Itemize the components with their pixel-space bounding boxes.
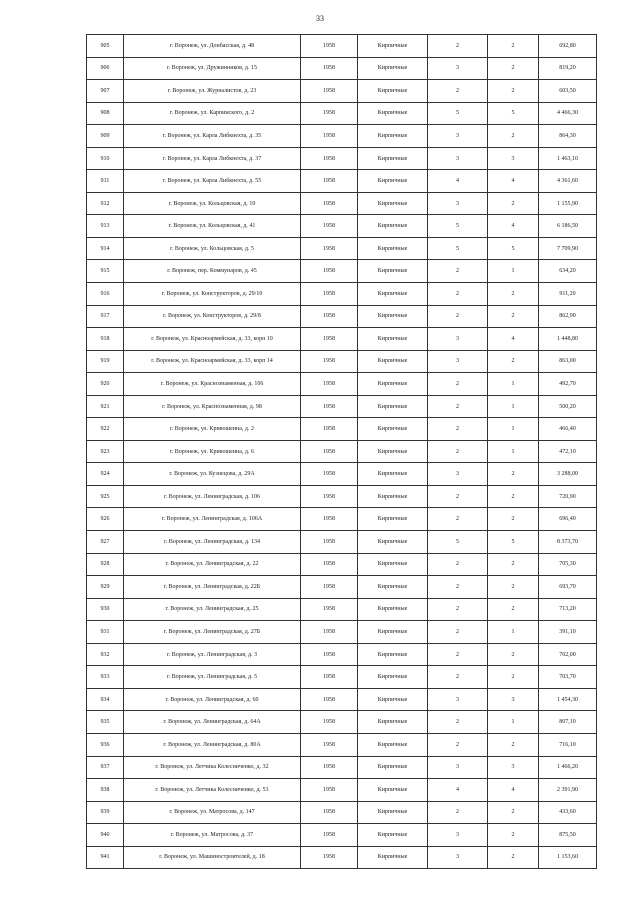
entrances-cell: 2 (488, 733, 539, 756)
entrances-cell: 2 (488, 80, 539, 103)
housing-registry-table (86, 34, 597, 869)
wall-material-cell: Кирпичные (358, 102, 428, 125)
year-cell: 1958 (301, 779, 358, 802)
wall-material-cell: Кирпичные (358, 598, 428, 621)
floors-cell: 5 (428, 237, 488, 260)
table-row (87, 147, 597, 170)
wall-material-cell: Кирпичные (358, 733, 428, 756)
floors-cell: 4 (428, 779, 488, 802)
row-number-cell: 927 (87, 531, 124, 554)
table-row (87, 688, 597, 711)
area-cell: 1 463,10 (539, 147, 597, 170)
table-row (87, 553, 597, 576)
year-cell: 1958 (301, 756, 358, 779)
entrances-cell: 2 (488, 125, 539, 148)
floors-cell: 2 (428, 440, 488, 463)
address-cell: г. Воронеж, ул. Карла Либкнехта, д. 37 (124, 147, 301, 170)
table-row (87, 418, 597, 441)
wall-material-cell: Кирпичные (358, 260, 428, 283)
wall-material-cell: Кирпичные (358, 621, 428, 644)
year-cell: 1958 (301, 350, 358, 373)
table-row (87, 666, 597, 689)
address-cell: г. Воронеж, ул. Ленинградская, д. 80А (124, 733, 301, 756)
table-row (87, 824, 597, 847)
year-cell: 1958 (301, 824, 358, 847)
wall-material-cell: Кирпичные (358, 576, 428, 599)
entrances-cell: 5 (488, 102, 539, 125)
floors-cell: 3 (428, 350, 488, 373)
wall-material-cell: Кирпичные (358, 215, 428, 238)
area-cell: 693,70 (539, 576, 597, 599)
area-cell: 864,30 (539, 125, 597, 148)
row-number-cell: 937 (87, 756, 124, 779)
entrances-cell: 2 (488, 598, 539, 621)
area-cell: 863,00 (539, 350, 597, 373)
year-cell: 1958 (301, 215, 358, 238)
row-number-cell: 908 (87, 102, 124, 125)
wall-material-cell: Кирпичные (358, 350, 428, 373)
area-cell: 875,50 (539, 824, 597, 847)
entrances-cell: 2 (488, 846, 539, 869)
floors-cell: 2 (428, 80, 488, 103)
entrances-cell: 3 (488, 688, 539, 711)
address-cell: г. Воронеж, пер. Коммунаров, д. 45 (124, 260, 301, 283)
area-cell: 1 448,80 (539, 328, 597, 351)
entrances-cell: 2 (488, 350, 539, 373)
row-number-cell: 933 (87, 666, 124, 689)
wall-material-cell: Кирпичные (358, 485, 428, 508)
year-cell: 1958 (301, 418, 358, 441)
entrances-cell: 2 (488, 283, 539, 306)
floors-cell: 2 (428, 553, 488, 576)
wall-material-cell: Кирпичные (358, 305, 428, 328)
address-cell: г. Воронеж, ул. Красноармейская, д. 33, корп 10 (124, 328, 301, 351)
year-cell: 1958 (301, 801, 358, 824)
row-number-cell: 930 (87, 598, 124, 621)
year-cell: 1958 (301, 57, 358, 80)
entrances-cell: 2 (488, 643, 539, 666)
address-cell: г. Воронеж, ул. Ленинградская, д. 5 (124, 666, 301, 689)
area-cell: 1 454,30 (539, 688, 597, 711)
year-cell: 1958 (301, 576, 358, 599)
floors-cell: 2 (428, 395, 488, 418)
page-number: 33 (316, 14, 324, 23)
floors-cell: 3 (428, 125, 488, 148)
entrances-cell: 3 (488, 756, 539, 779)
address-cell: г. Воронеж, ул. Кольцовская, д. 10 (124, 192, 301, 215)
area-cell: 705,30 (539, 553, 597, 576)
year-cell: 1958 (301, 373, 358, 396)
area-cell: 720,90 (539, 485, 597, 508)
table-row (87, 260, 597, 283)
address-cell: г. Воронеж, ул. Кривошеина, д. 2 (124, 418, 301, 441)
entrances-cell: 2 (488, 508, 539, 531)
year-cell: 1958 (301, 846, 358, 869)
year-cell: 1958 (301, 463, 358, 486)
floors-cell: 2 (428, 485, 488, 508)
row-number-cell: 918 (87, 328, 124, 351)
address-cell: г. Воронеж, ул. Донбасская, д. 48 (124, 35, 301, 58)
entrances-cell: 2 (488, 666, 539, 689)
wall-material-cell: Кирпичные (358, 237, 428, 260)
table-row (87, 102, 597, 125)
entrances-cell: 1 (488, 711, 539, 734)
row-number-cell: 905 (87, 35, 124, 58)
year-cell: 1958 (301, 147, 358, 170)
entrances-cell: 5 (488, 531, 539, 554)
year-cell: 1958 (301, 440, 358, 463)
entrances-cell: 1 (488, 373, 539, 396)
address-cell: г. Воронеж, ул. Ленинградская, д. 106А (124, 508, 301, 531)
row-number-cell: 909 (87, 125, 124, 148)
floors-cell: 2 (428, 598, 488, 621)
row-number-cell: 917 (87, 305, 124, 328)
area-cell: 702,00 (539, 643, 597, 666)
address-cell: г. Воронеж, ул. Конструкторов, д. 29/8 (124, 305, 301, 328)
row-number-cell: 922 (87, 418, 124, 441)
row-number-cell: 929 (87, 576, 124, 599)
floors-cell: 2 (428, 733, 488, 756)
table-body (87, 35, 597, 869)
area-cell: 1 466,20 (539, 756, 597, 779)
address-cell: г. Воронеж, ул. Летчика Колесниченко, д. 32 (124, 756, 301, 779)
floors-cell: 2 (428, 35, 488, 58)
address-cell: г. Воронеж, ул. Карпинского, д. 2 (124, 102, 301, 125)
address-cell: г. Воронеж, ул. Кузнецова, д. 29А (124, 463, 301, 486)
floors-cell: 2 (428, 508, 488, 531)
wall-material-cell: Кирпичные (358, 418, 428, 441)
address-cell: г. Воронеж, ул. Красноармейская, д. 33, корп 14 (124, 350, 301, 373)
address-cell: г. Воронеж, ул. Конструкторов, д. 29/10 (124, 283, 301, 306)
entrances-cell: 1 (488, 395, 539, 418)
year-cell: 1958 (301, 598, 358, 621)
entrances-cell: 1 (488, 621, 539, 644)
floors-cell: 3 (428, 463, 488, 486)
area-cell: 692,80 (539, 35, 597, 58)
year-cell: 1958 (301, 711, 358, 734)
wall-material-cell: Кирпичные (358, 553, 428, 576)
row-number-cell: 921 (87, 395, 124, 418)
year-cell: 1958 (301, 35, 358, 58)
floors-cell: 3 (428, 192, 488, 215)
address-cell: г. Воронеж, ул. Ленинградская, д. 22Б (124, 576, 301, 599)
entrances-cell: 2 (488, 305, 539, 328)
row-number-cell: 939 (87, 801, 124, 824)
year-cell: 1958 (301, 192, 358, 215)
address-cell: г. Воронеж, ул. Машиностроителей, д. 18 (124, 846, 301, 869)
row-number-cell: 940 (87, 824, 124, 847)
wall-material-cell: Кирпичные (358, 373, 428, 396)
row-number-cell: 935 (87, 711, 124, 734)
area-cell: 634,20 (539, 260, 597, 283)
row-number-cell: 915 (87, 260, 124, 283)
wall-material-cell: Кирпичные (358, 666, 428, 689)
wall-material-cell: Кирпичные (358, 643, 428, 666)
wall-material-cell: Кирпичные (358, 80, 428, 103)
year-cell: 1958 (301, 531, 358, 554)
row-number-cell: 928 (87, 553, 124, 576)
row-number-cell: 924 (87, 463, 124, 486)
area-cell: 713,20 (539, 598, 597, 621)
floors-cell: 5 (428, 102, 488, 125)
address-cell: г. Воронеж, ул. Ленинградская, д. 134 (124, 531, 301, 554)
entrances-cell: 2 (488, 801, 539, 824)
table-row (87, 283, 597, 306)
address-cell: г. Воронеж, ул. Ленинградская, д. 22 (124, 553, 301, 576)
floors-cell: 2 (428, 643, 488, 666)
floors-cell: 5 (428, 215, 488, 238)
year-cell: 1958 (301, 328, 358, 351)
floors-cell: 2 (428, 666, 488, 689)
year-cell: 1958 (301, 80, 358, 103)
area-cell: 6 186,50 (539, 215, 597, 238)
wall-material-cell: Кирпичные (358, 779, 428, 802)
floors-cell: 3 (428, 846, 488, 869)
year-cell: 1958 (301, 283, 358, 306)
entrances-cell: 4 (488, 328, 539, 351)
entrances-cell: 1 (488, 440, 539, 463)
row-number-cell: 931 (87, 621, 124, 644)
address-cell: г. Воронеж, ул. Ленинградская, д. 3 (124, 643, 301, 666)
area-cell: 703,70 (539, 666, 597, 689)
floors-cell: 3 (428, 147, 488, 170)
area-cell: 500,20 (539, 395, 597, 418)
entrances-cell: 4 (488, 215, 539, 238)
wall-material-cell: Кирпичные (358, 463, 428, 486)
area-cell: 807,10 (539, 711, 597, 734)
entrances-cell: 2 (488, 824, 539, 847)
floors-cell: 3 (428, 688, 488, 711)
area-cell: 391,10 (539, 621, 597, 644)
entrances-cell: 4 (488, 170, 539, 193)
wall-material-cell: Кирпичные (358, 824, 428, 847)
table-row (87, 215, 597, 238)
wall-material-cell: Кирпичные (358, 688, 428, 711)
row-number-cell: 926 (87, 508, 124, 531)
wall-material-cell: Кирпичные (358, 35, 428, 58)
row-number-cell: 925 (87, 485, 124, 508)
wall-material-cell: Кирпичные (358, 440, 428, 463)
floors-cell: 2 (428, 711, 488, 734)
address-cell: г. Воронеж, ул. Журналистов, д. 23 (124, 80, 301, 103)
floors-cell: 2 (428, 373, 488, 396)
wall-material-cell: Кирпичные (358, 170, 428, 193)
wall-material-cell: Кирпичные (358, 756, 428, 779)
entrances-cell: 3 (488, 147, 539, 170)
row-number-cell: 941 (87, 846, 124, 869)
floors-cell: 2 (428, 801, 488, 824)
table-row (87, 621, 597, 644)
table-row (87, 846, 597, 869)
floors-cell: 3 (428, 824, 488, 847)
table-row (87, 643, 597, 666)
wall-material-cell: Кирпичные (358, 283, 428, 306)
address-cell: г. Воронеж, ул. Ленинградская, д. 25 (124, 598, 301, 621)
wall-material-cell: Кирпичные (358, 192, 428, 215)
entrances-cell: 5 (488, 237, 539, 260)
floors-cell: 4 (428, 170, 488, 193)
table-row (87, 598, 597, 621)
wall-material-cell: Кирпичные (358, 711, 428, 734)
year-cell: 1958 (301, 237, 358, 260)
area-cell: 862,90 (539, 305, 597, 328)
table-row (87, 779, 597, 802)
wall-material-cell: Кирпичные (358, 125, 428, 148)
address-cell: г. Воронеж, ул. Карла Либкнехта, д. 35 (124, 125, 301, 148)
entrances-cell: 2 (488, 485, 539, 508)
area-cell: 3 288,00 (539, 463, 597, 486)
table-row (87, 57, 597, 80)
year-cell: 1958 (301, 125, 358, 148)
year-cell: 1958 (301, 305, 358, 328)
table-row (87, 756, 597, 779)
wall-material-cell: Кирпичные (358, 395, 428, 418)
table-row (87, 373, 597, 396)
address-cell: г. Воронеж, ул. Краснознаменная, д. 98 (124, 395, 301, 418)
entrances-cell: 2 (488, 192, 539, 215)
area-cell: 4 361,60 (539, 170, 597, 193)
area-cell: 433,60 (539, 801, 597, 824)
floors-cell: 2 (428, 418, 488, 441)
address-cell: г. Воронеж, ул. Матросова, д. 147 (124, 801, 301, 824)
year-cell: 1958 (301, 102, 358, 125)
row-number-cell: 932 (87, 643, 124, 666)
wall-material-cell: Кирпичные (358, 328, 428, 351)
row-number-cell: 906 (87, 57, 124, 80)
table-row (87, 170, 597, 193)
row-number-cell: 911 (87, 170, 124, 193)
entrances-cell: 2 (488, 57, 539, 80)
area-cell: 1 155,90 (539, 192, 597, 215)
address-cell: г. Воронеж, ул. Кривошеина, д. 6 (124, 440, 301, 463)
floors-cell: 2 (428, 283, 488, 306)
address-cell: г. Воронеж, ул. Карла Либкнехта, д. 55 (124, 170, 301, 193)
area-cell: 7 709,90 (539, 237, 597, 260)
table-row (87, 395, 597, 418)
wall-material-cell: Кирпичные (358, 57, 428, 80)
floors-cell: 3 (428, 57, 488, 80)
entrances-cell: 1 (488, 260, 539, 283)
row-number-cell: 920 (87, 373, 124, 396)
year-cell: 1958 (301, 643, 358, 666)
address-cell: г. Воронеж, ул. Матросова, д. 37 (124, 824, 301, 847)
row-number-cell: 934 (87, 688, 124, 711)
address-cell: г. Воронеж, ул. Ленинградская, д. 64А (124, 711, 301, 734)
address-cell: г. Воронеж, ул. Ленинградская, д. 60 (124, 688, 301, 711)
wall-material-cell: Кирпичные (358, 531, 428, 554)
row-number-cell: 923 (87, 440, 124, 463)
floors-cell: 5 (428, 531, 488, 554)
row-number-cell: 914 (87, 237, 124, 260)
row-number-cell: 912 (87, 192, 124, 215)
table-row (87, 733, 597, 756)
wall-material-cell: Кирпичные (358, 508, 428, 531)
address-cell: г. Воронеж, ул. Летчика Колесниченко, д. 53 (124, 779, 301, 802)
table-row (87, 711, 597, 734)
area-cell: 492,70 (539, 373, 597, 396)
row-number-cell: 936 (87, 733, 124, 756)
year-cell: 1958 (301, 170, 358, 193)
table-row (87, 508, 597, 531)
table-row (87, 463, 597, 486)
address-cell: г. Воронеж, ул. Ленинградская, д. 106 (124, 485, 301, 508)
entrances-cell: 2 (488, 35, 539, 58)
table-row (87, 328, 597, 351)
area-cell: 472,10 (539, 440, 597, 463)
year-cell: 1958 (301, 621, 358, 644)
floors-cell: 3 (428, 328, 488, 351)
wall-material-cell: Кирпичные (358, 846, 428, 869)
floors-cell: 2 (428, 621, 488, 644)
area-cell: 716,10 (539, 733, 597, 756)
table-row (87, 237, 597, 260)
row-number-cell: 910 (87, 147, 124, 170)
row-number-cell: 913 (87, 215, 124, 238)
year-cell: 1958 (301, 666, 358, 689)
floors-cell: 2 (428, 576, 488, 599)
address-cell: г. Воронеж, ул. Дружинников, д. 15 (124, 57, 301, 80)
table-row (87, 305, 597, 328)
address-cell: г. Воронеж, ул. Ленинградская, д. 27Б (124, 621, 301, 644)
row-number-cell: 916 (87, 283, 124, 306)
floors-cell: 2 (428, 260, 488, 283)
address-cell: г. Воронеж, ул. Кольцовская, д. 5 (124, 237, 301, 260)
year-cell: 1958 (301, 733, 358, 756)
floors-cell: 3 (428, 756, 488, 779)
area-cell: 1 153,60 (539, 846, 597, 869)
table-row (87, 576, 597, 599)
entrances-cell: 2 (488, 463, 539, 486)
row-number-cell: 919 (87, 350, 124, 373)
entrances-cell: 2 (488, 553, 539, 576)
table-row (87, 192, 597, 215)
row-number-cell: 938 (87, 779, 124, 802)
area-cell: 819,20 (539, 57, 597, 80)
table-row (87, 801, 597, 824)
table-row (87, 440, 597, 463)
table-row (87, 531, 597, 554)
area-cell: 603,50 (539, 80, 597, 103)
entrances-cell: 1 (488, 418, 539, 441)
row-number-cell: 907 (87, 80, 124, 103)
wall-material-cell: Кирпичные (358, 801, 428, 824)
year-cell: 1958 (301, 395, 358, 418)
entrances-cell: 4 (488, 779, 539, 802)
table-row (87, 80, 597, 103)
address-cell: г. Воронеж, ул. Краснознаменная, д. 106 (124, 373, 301, 396)
area-cell: 911,20 (539, 283, 597, 306)
year-cell: 1958 (301, 485, 358, 508)
table-row (87, 350, 597, 373)
year-cell: 1958 (301, 688, 358, 711)
year-cell: 1958 (301, 260, 358, 283)
table-row (87, 35, 597, 58)
area-cell: 8 373,70 (539, 531, 597, 554)
area-cell: 696,40 (539, 508, 597, 531)
table-row (87, 485, 597, 508)
table-row (87, 125, 597, 148)
area-cell: 2 391,90 (539, 779, 597, 802)
wall-material-cell: Кирпичные (358, 147, 428, 170)
address-cell: г. Воронеж, ул. Кольцовская, д. 41 (124, 215, 301, 238)
entrances-cell: 2 (488, 576, 539, 599)
year-cell: 1958 (301, 508, 358, 531)
area-cell: 466,40 (539, 418, 597, 441)
year-cell: 1958 (301, 553, 358, 576)
floors-cell: 2 (428, 305, 488, 328)
area-cell: 4 466,30 (539, 102, 597, 125)
